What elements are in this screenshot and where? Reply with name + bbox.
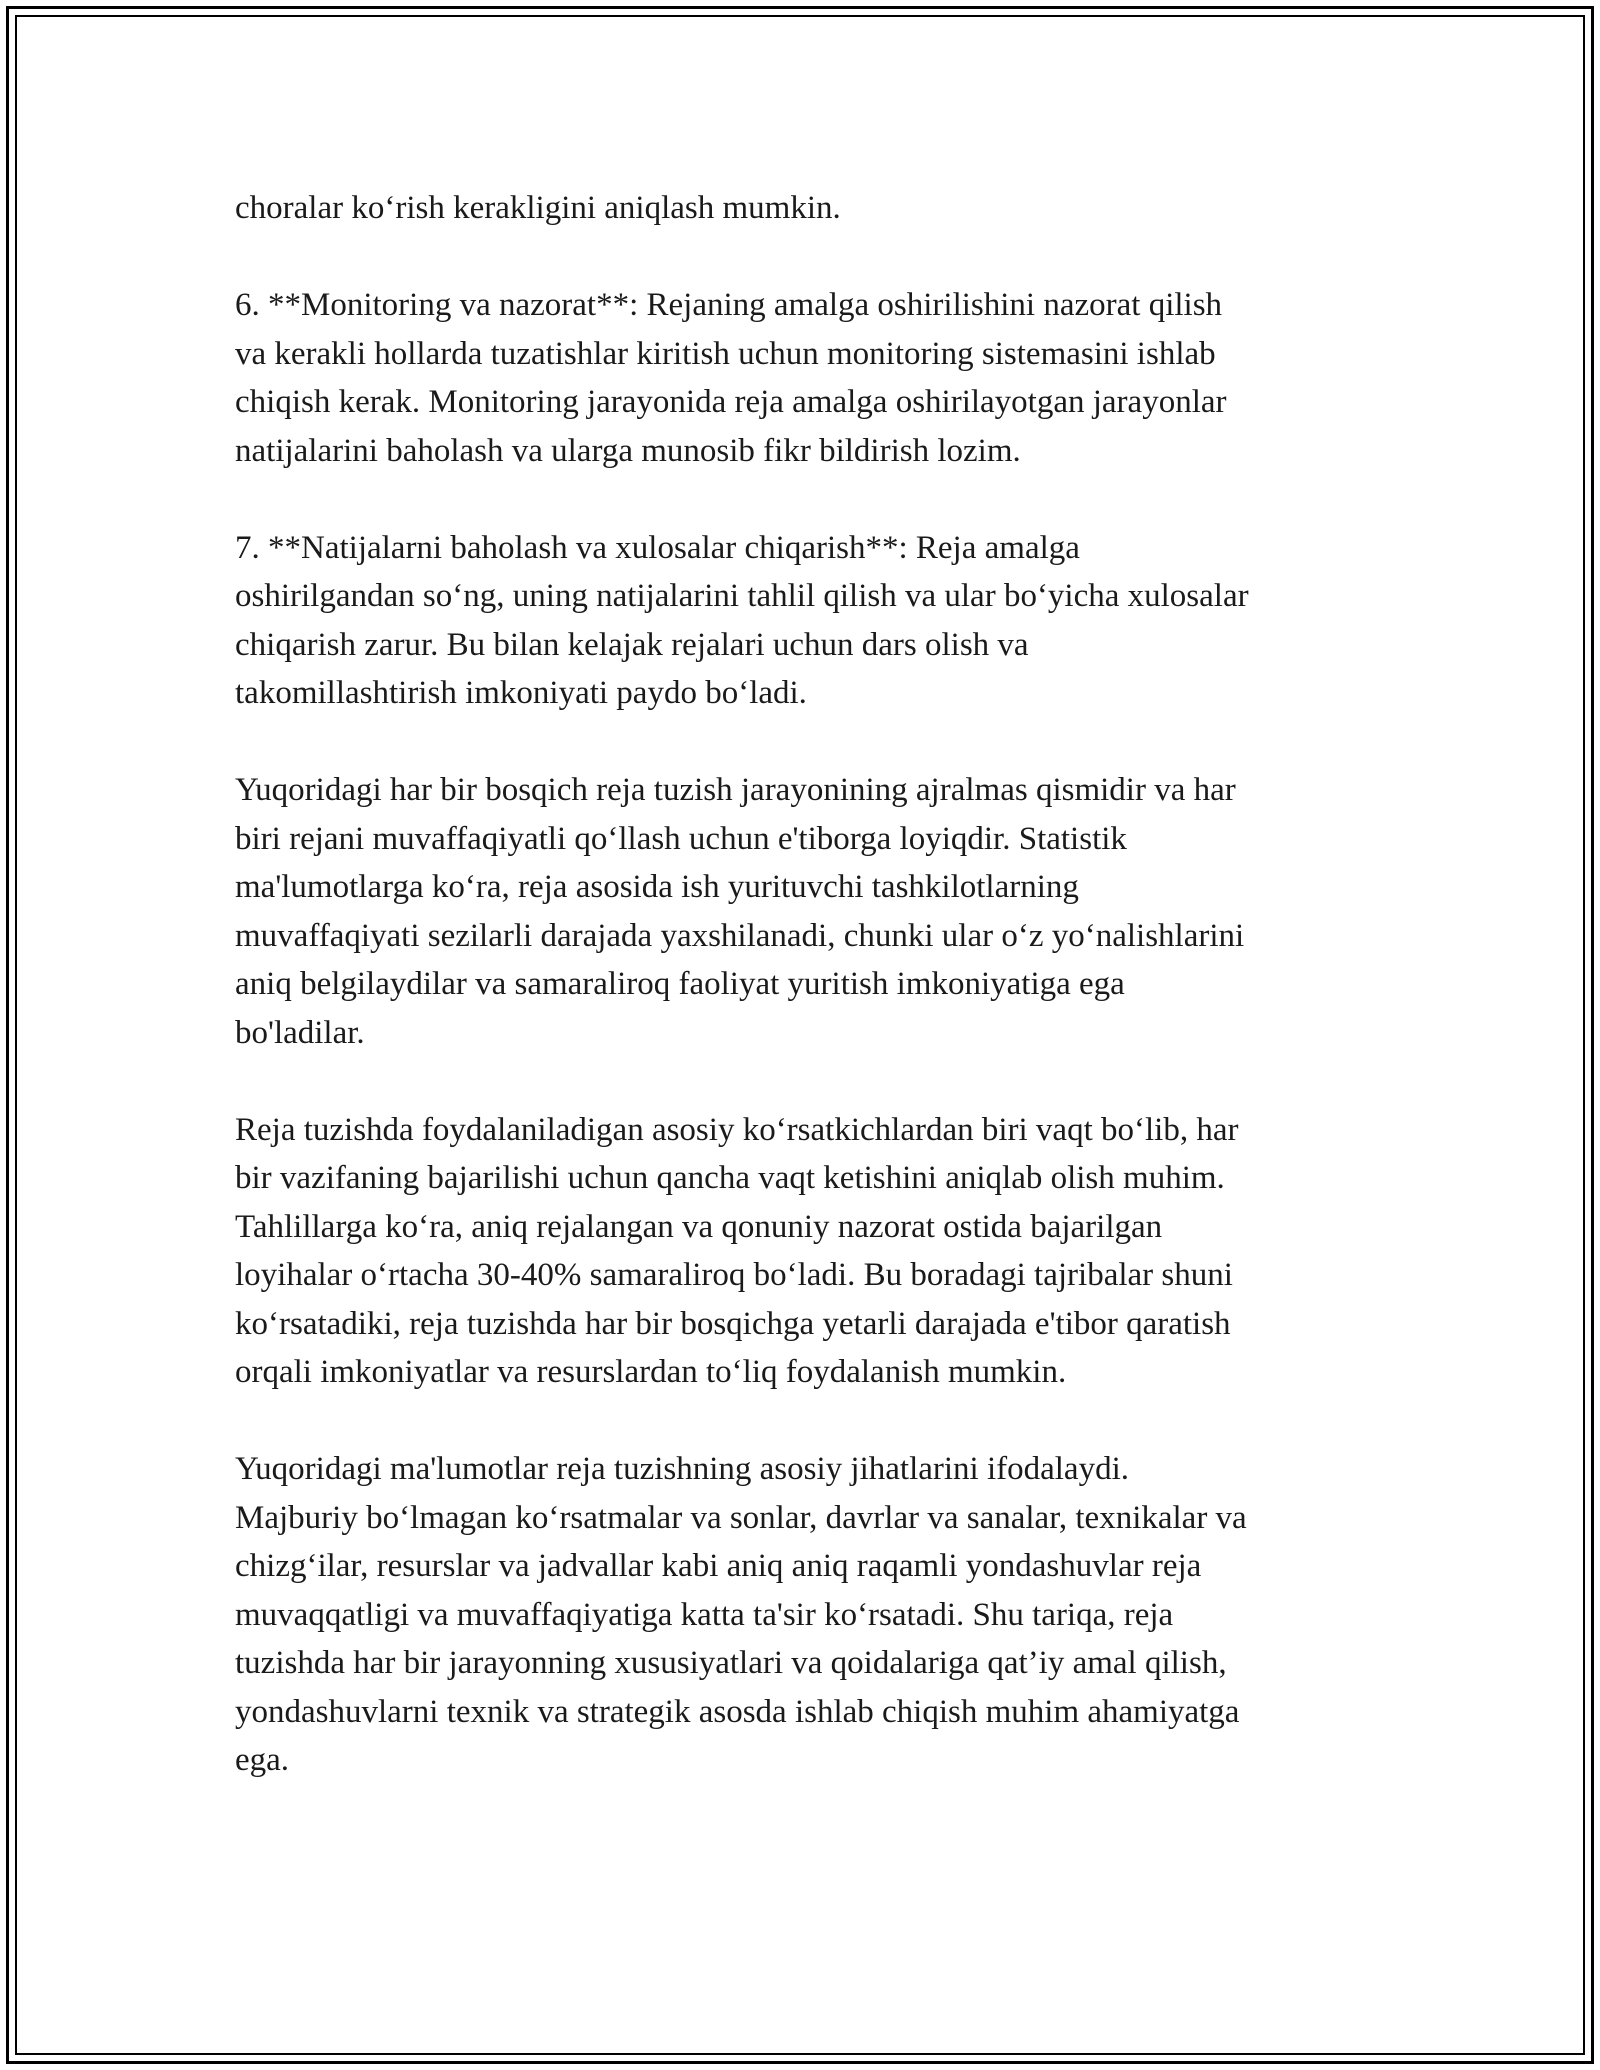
paragraph-conclusion: Yuqoridagi ma'lumotlar reja tuzishning asosiy jihatlarini ifodalaydi. Majburiy bo‘lmagan ko‘rsatmalar va sonlar, davrlar va sanalar, texnikalar va chizg‘ilar, resurslar va jadvallar kabi aniq aniq raqamli yondashuvlar reja muvaqqatligi va muvaffaqiyatiga katta ta'sir ko‘rsatadi. Shu tariqa, reja tuzishda har bir jarayonning xususiyatlari va qoidalariga qat’iy amal qilish, yondashuvlarni texnik va strategik asosda ishlab chiqish muhim ahamiyatga ega. [235,1451,1247,1778]
paragraph-monitoring: 6. **Monitoring va nazorat**: Rejaning amalga oshirilishini nazorat qilish va kerakli hollarda tuzatishlar kiritish uchun monitoring sistemasini ishlab chiqish kerak. Monitoring jarayonida reja amalga oshirilayotgan jarayonlar natijalarini baholash va ularga munosib fikr bildirish lozim. [235,287,1227,469]
document-body [235,184,1370,1833]
paragraph-stages-summary: Yuqoridagi har bir bosqich reja tuzish jarayonining ajralmas qismidir va har biri rejani muvaffaqiyatli qo‘llash uchun e'tiborga loyiqdir. Statistik ma'lumotlarga ko‘ra, reja asosida ish yurituvchi tashkilotlarning muvaffaqiyati sezilarli darajada yaxshilanadi, chunki ular o‘z yo‘nalishlarini aniq belgilaydilar va samaraliroq faoliyat yuritish imkoniyatiga ega bo'ladilar. [235,772,1245,1051]
paragraph-results: 7. **Natijalarni baholash va xulosalar chiqarish**: Reja amalga oshirilgandan so‘ng, uning natijalarini tahlil qilish va ular bo‘yicha xulosalar chiqarish zarur. Bu bilan kelajak rejalari uchun dars olish va takomillashtirish imkoniyati paydo bo‘ladi. [235,529,1249,711]
paragraph-continuation: choralar ko‘rish kerakligini aniqlash mumkin. [235,190,841,226]
paragraph-time-indicator: Reja tuzishda foydalaniladigan asosiy ko‘rsatkichlardan biri vaqt bo‘lib, har bir vazifaning bajarilishi uchun qancha vaqt ketishini aniqlab olish muhim. Tahlillarga ko‘ra, aniq rejalangan va qonuniy nazorat ostida bajarilgan loyihalar o‘rtacha 30-40% samaraliroq bo‘ladi. Bu boradagi tajribalar shuni ko‘rsatadiki, reja tuzishda har bir bosqichga yetarli darajada e'tibor qaratish orqali imkoniyatlar va resurslardan to‘liq foydalanish mumkin. [235,1111,1239,1390]
